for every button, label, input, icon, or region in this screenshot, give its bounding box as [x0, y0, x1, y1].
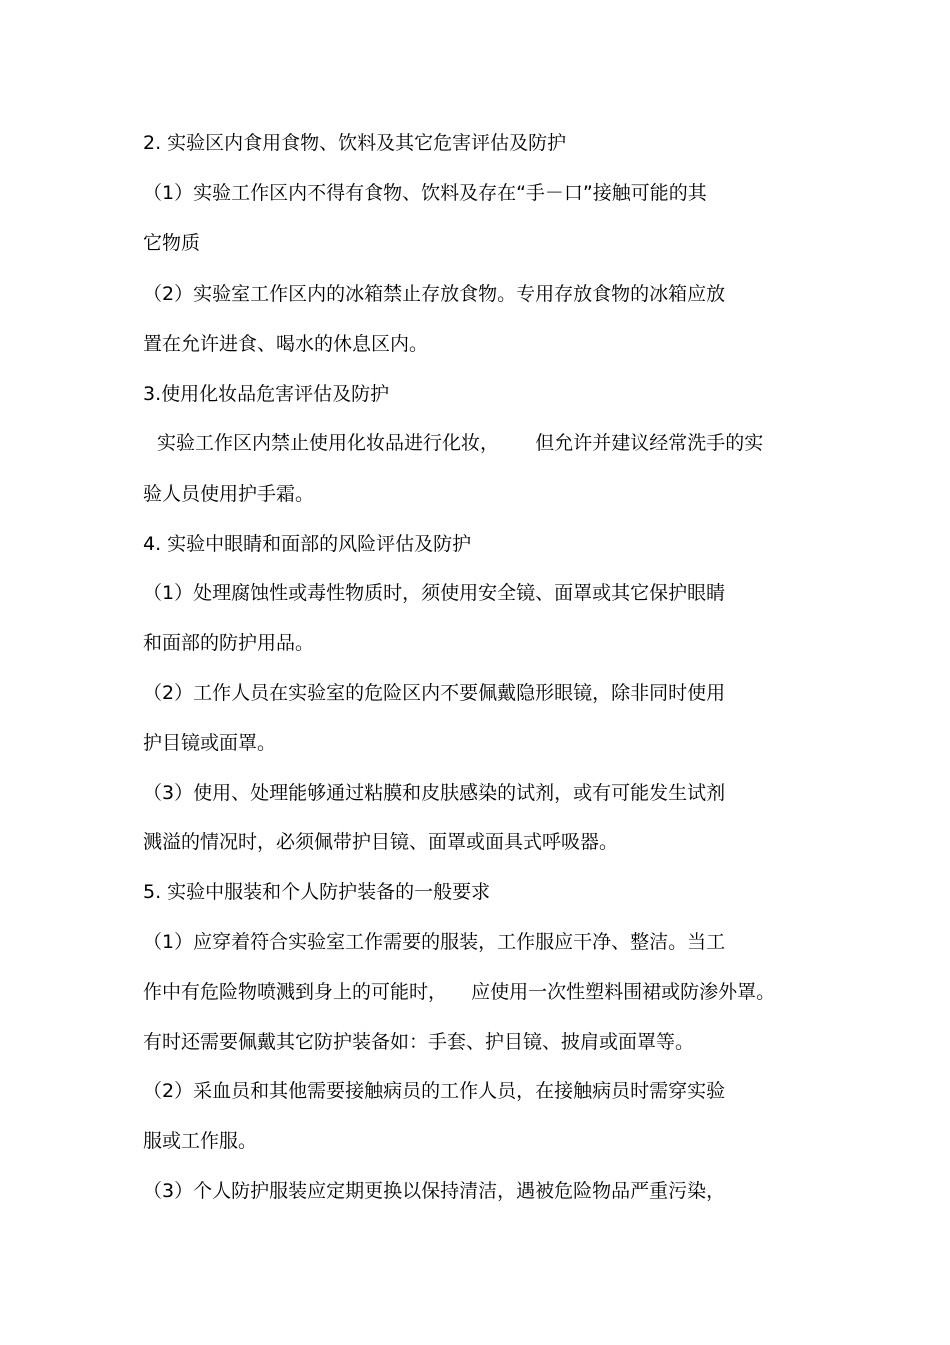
section-4-item-1-cont: 和面部的防护用品。	[143, 632, 315, 654]
section-5-item-1-cont-2: 有时还需要佩戴其它防护装备如：手套、护目镜、披肩或面罩等。	[143, 1031, 695, 1053]
section-2-item-1: （1）实验工作区内不得有食物、饮料及存在“手－口”接触可能的其	[143, 182, 707, 204]
section-4-item-1: （1）处理腐蚀性或毒性物质时，须使用安全镜、面罩或其它保护眼睛	[143, 582, 726, 604]
section-3-heading: 3.使用化妆品危害评估及防护	[143, 383, 390, 405]
section-5-item-2: （2）采血员和其他需要接触病员的工作人员，在接触病员时需穿实验	[143, 1080, 726, 1102]
section-5-item-3: （3）个人防护服装应定期更换以保持清洁，遇被危险物品严重污染，	[143, 1180, 726, 1202]
section-3-paragraph: 实验工作区内禁止使用化妆品进行化妆， 但允许并建议经常洗手的实	[157, 432, 764, 454]
section-4-heading: 4. 实验中眼睛和面部的风险评估及防护	[143, 533, 472, 555]
section-3-paragraph-cont: 验人员使用护手霜。	[143, 483, 315, 505]
section-5-item-2-cont: 服或工作服。	[143, 1130, 258, 1152]
section-4-item-3-cont: 溅溢的情况时，必须佩带护目镜、面罩或面具式呼吸器。	[143, 831, 619, 853]
section-4-item-2-cont: 护目镜或面罩。	[143, 732, 277, 754]
section-5-heading: 5. 实验中服装和个人防护装备的一般要求	[143, 881, 491, 903]
section-4-item-3: （3）使用、处理能够通过粘膜和皮肤感染的试剂，或有可能发生试剂	[143, 782, 726, 804]
section-4-item-2: （2）工作人员在实验室的危险区内不要佩戴隐形眼镜，除非同时使用	[143, 682, 726, 704]
section-5-item-1-cont: 作中有危险物喷溅到身上的可能时， 应使用一次性塑料围裙或防渗外罩。	[143, 981, 776, 1003]
section-2-item-1-cont: 它物质	[143, 232, 201, 254]
section-2-item-2-cont: 置在允许进食、喝水的休息区内。	[143, 333, 429, 355]
section-2-heading: 2. 实验区内食用食物、饮料及其它危害评估及防护	[143, 132, 567, 154]
section-5-item-1: （1）应穿着符合实验室工作需要的服装，工作服应干净、整洁。当工	[143, 931, 726, 953]
section-2-item-2: （2）实验室工作区内的冰箱禁止存放食物。专用存放食物的冰箱应放	[143, 283, 726, 305]
